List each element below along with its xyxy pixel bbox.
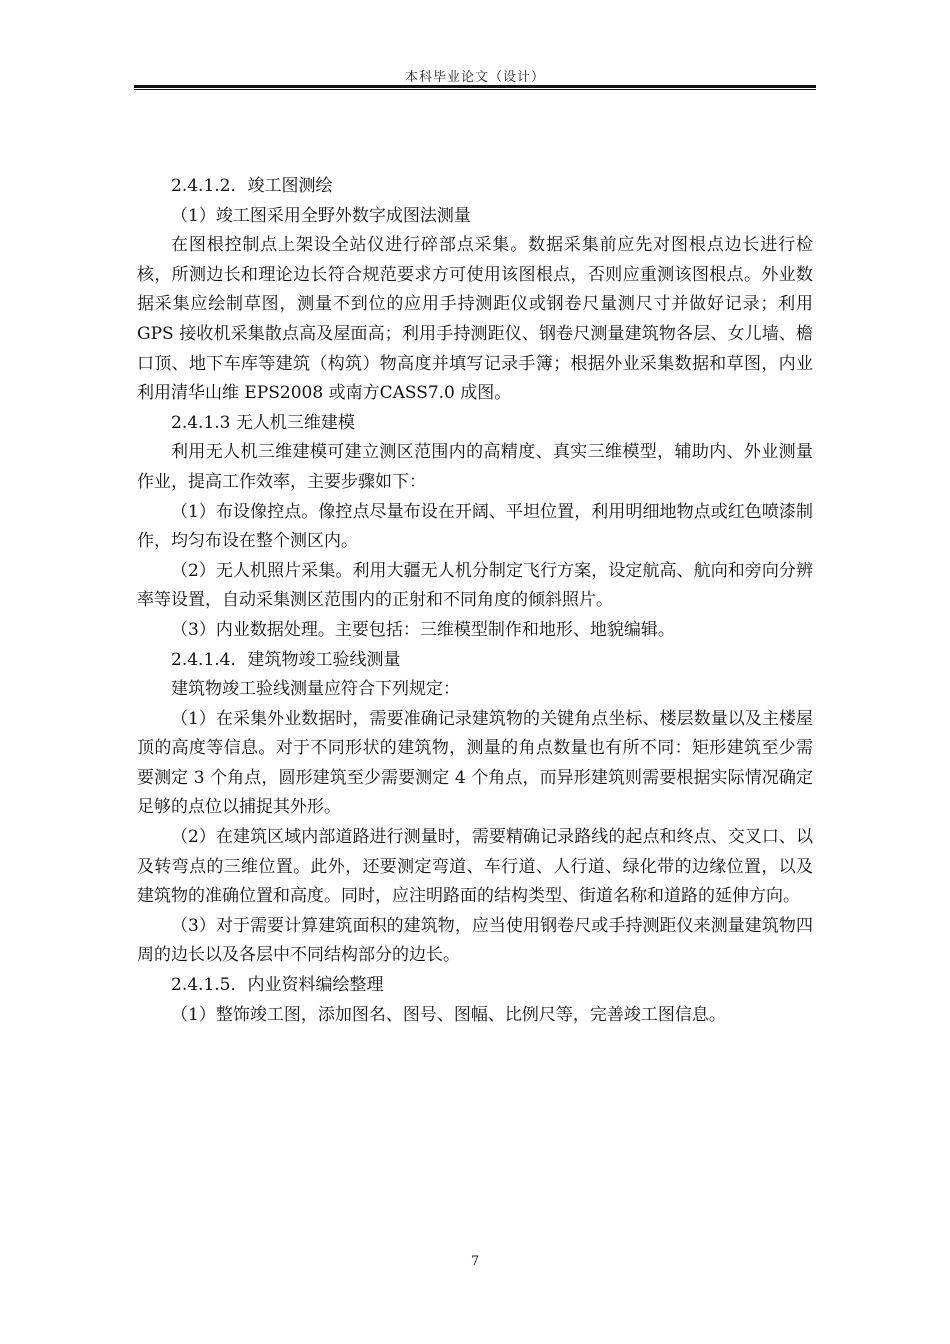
section-heading-2-4-1-4: 2.4.1.4．建筑物竣工验线测量 [171,649,401,670]
paragraph-uav-intro: 利用无人机三维建模可建立测区范围内的高精度、真实三维模型，辅助内、外业测量作业，提高工作效率，主要步骤如下： [137,442,813,492]
paragraph-map-finishing: （1）整饰竣工图，添加图名、图号、图幅、比例尺等，完善竣工图信息。 [171,1004,726,1025]
paragraph-field-collection: 在图根控制点上架设全站仪进行碎部点采集。数据采集前应先对图根点边长进行检核，所测边长和理论边长符合规范要求方可使用该图根点，否则应重测该图根点。外业数据采集应绘制草图，测量不到位的应用手持测距仪或钢卷尺量测尺寸并做好记录；利用 GPS 接收机采集散点高及屋面高；利用手持测距仪、钢卷尺测量建筑物各层、女儿墙、檐口顶、地下车库等建筑（构筑）物高度并填写记录手簿；根据外业采集数据和草图，内业利用清华山维 EPS2008 或南方CASS7.0 成图。 [137,235,813,404]
section-heading-2-4-1-5: 2.4.1.5．内业资料编绘整理 [171,975,384,996]
paragraph-area-measure: （3）对于需要计算建筑面积的建筑物，应当使用钢卷尺或手持测距仪来测量建筑物四周的边长以及各层中不同结构部分的边长。 [137,915,813,966]
paragraph-road-survey: （2）在建筑区域内部道路进行测量时，需要精确记录路线的起点和终点、交叉口、以及转弯点的三维位置。此外，还要测定弯道、车行道、人行道、绿化带的边缘位置，以及建筑物的准确位置和高度。同时，应注明路面的结构类型、街道名称和道路的延伸方向。 [137,827,813,907]
paragraph-photo-capture: （2）无人机照片采集。利用大疆无人机分制定飞行方案，设定航高、航向和旁向分辨率等设置，自动采集测区范围内的正射和不同角度的倾斜照片。 [137,560,813,611]
section-heading-2-4-1-2: 2.4.1.2．竣工图测绘 [171,176,333,196]
header-divider-thick [134,85,816,88]
page-number: 7 [470,1254,480,1269]
header-divider-thin [134,89,816,90]
section-heading-2-4-1-3: 2.4.1.3 无人机三维建模 [171,412,355,433]
paragraph-corner-points: （1）在采集外业数据时，需要准确记录建筑物的关键角点坐标、楼层数量以及主楼屋顶的高度等信息。对于不同形状的建筑物，测量的角点数量也有所不同：矩形建筑至少需要测定 3 个角点，圆形建筑至少需要测定 4 个角点，而异形建筑则需要根据实际情况确定足够的点位以捕捉其外形。 [137,708,813,818]
document-body [137,172,813,1030]
paragraph-verification-rules: 建筑物竣工验线测量应符合下列规定： [171,679,460,700]
paragraph-control-points: （1）布设像控点。像控点尽量布设在开阔、平坦位置，利用明细地物点或红色喷漆制作，均匀布设在整个测区内。 [137,501,813,552]
subheading-survey-method: （1）竣工图采用全野外数字成图法测量 [171,205,471,226]
paragraph-data-processing: （3）内业数据处理。主要包括：三维模型制作和地形、地貌编辑。 [171,619,675,640]
page-header-title: 本科毕业论文（设计） [404,70,545,85]
